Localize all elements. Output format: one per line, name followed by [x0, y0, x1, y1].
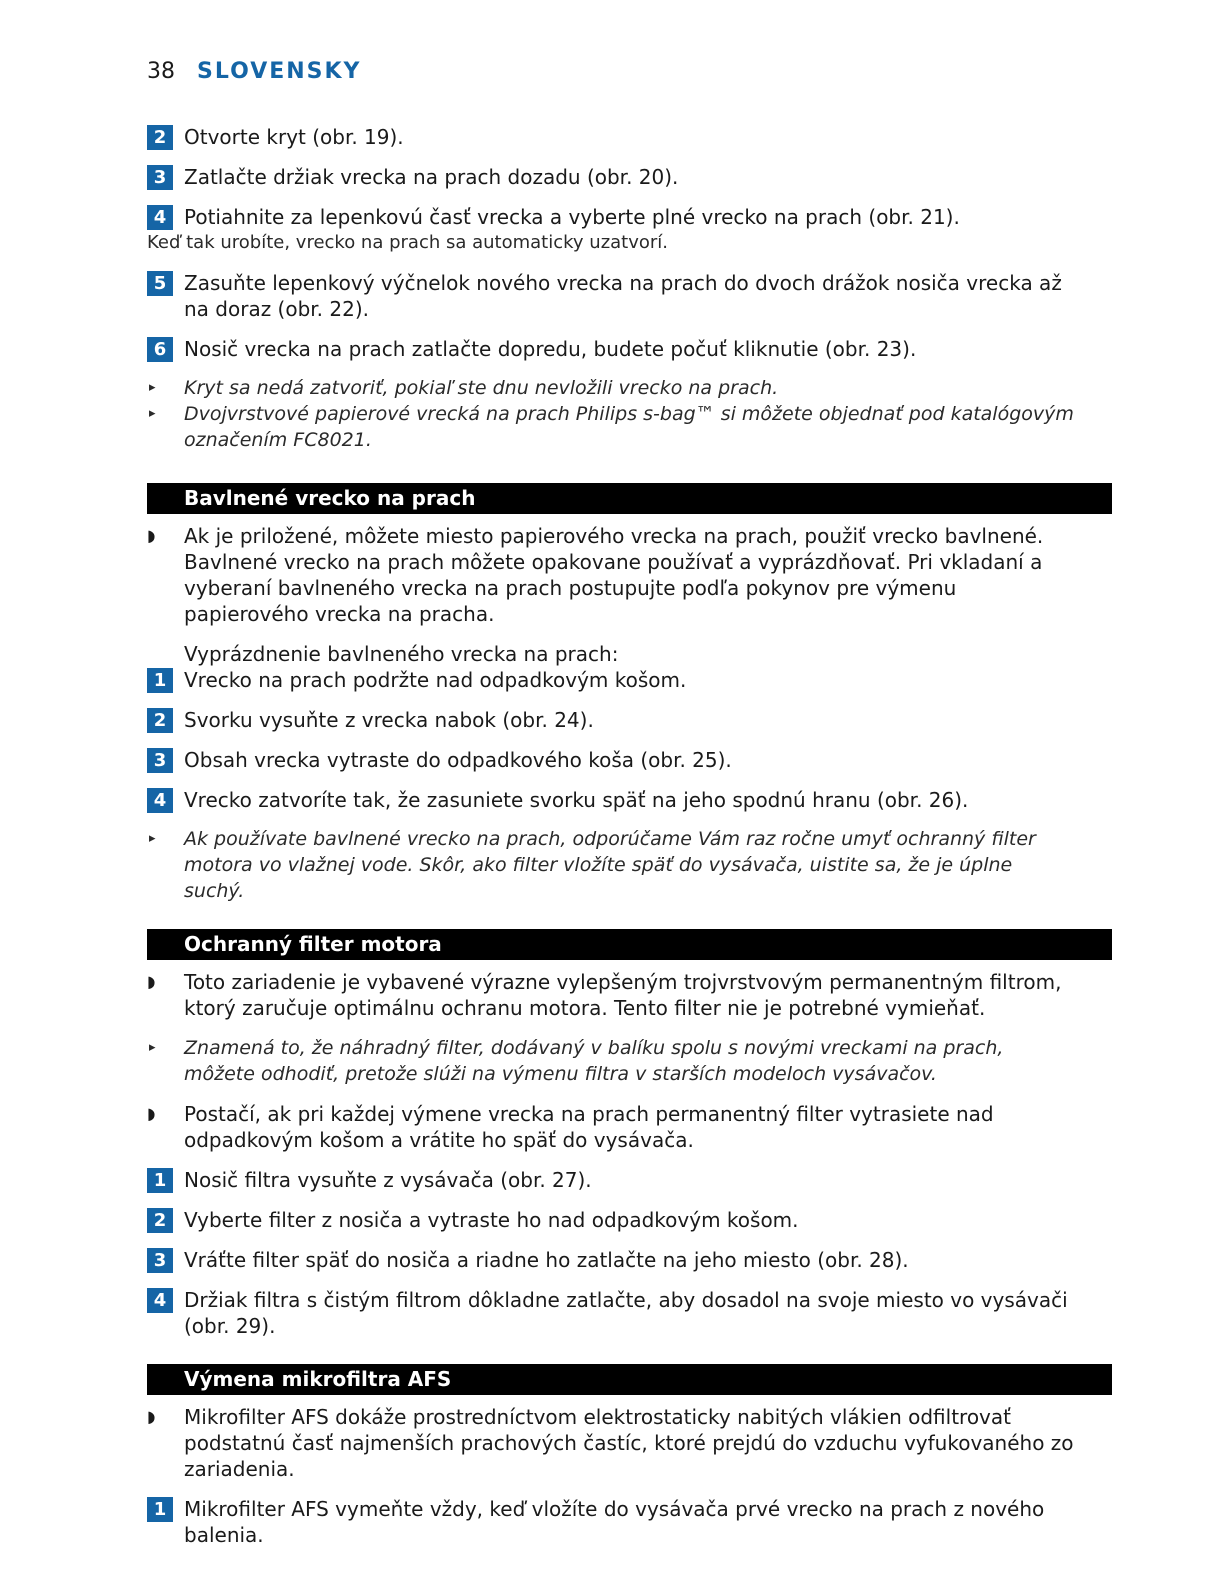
step-text: Potiahnite za lepenkovú časť vrecka a vyberte plné vrecko na prach (obr. 21).: [184, 205, 960, 229]
arrow-icon: ▸: [149, 1040, 156, 1055]
step-number: 1: [147, 668, 173, 693]
step-text: Držiak filtra s čistým filtrom dôkladne zatlačte, aby dosadol na svoje miesto vo vysávači (obr. 29).: [184, 1288, 1068, 1338]
step-item: [147, 1287, 1077, 1339]
bullet-icon: ◗: [147, 1104, 156, 1123]
step-item: [147, 667, 1077, 693]
arrow-icon: ▸: [149, 406, 156, 421]
step-text: Otvorte kryt (obr. 19).: [184, 125, 404, 149]
step-item: [147, 164, 1077, 190]
bullet-icon: ◗: [147, 526, 156, 545]
step-text: Mikrofilter AFS vymeňte vždy, keď vložíte do vysávača prvé vrecko na prach z nového balenia.: [184, 1497, 1045, 1547]
tip-item: [147, 401, 1077, 453]
step-text: Svorku vysuňte z vrecka nabok (obr. 24).: [184, 708, 594, 732]
step-number: 6: [147, 337, 173, 362]
step-item: [147, 204, 1077, 230]
step-number: 3: [147, 748, 173, 773]
step-text: Vyberte filter z nosiča a vytraste ho nad odpadkovým košom.: [184, 1208, 799, 1232]
step-number: 2: [147, 1208, 173, 1233]
page-number: 38: [147, 58, 175, 84]
step-text: Vrecko zatvoríte tak, že zasuniete svorku späť na jeho spodnú hranu (obr. 26).: [184, 788, 969, 812]
tip-text: Ak používate bavlnené vrecko na prach, odporúčame Vám raz ročne umyť ochranný filter motora vo vlažnej vode. Skôr, ako filter vložíte späť do vysávača, uistite sa, že je úplne suchý.: [184, 828, 1036, 902]
step-number: 2: [147, 125, 173, 150]
language-title: SLOVENSKY: [197, 58, 362, 84]
bullet-item: [147, 1101, 1077, 1153]
step-text: Zatlačte držiak vrecka na prach dozadu (obr. 20).: [184, 165, 679, 189]
bullet-item: [147, 1404, 1077, 1482]
step-item: [147, 1207, 1077, 1233]
arrow-icon: ▸: [149, 380, 156, 395]
step-text: Nosič vrecka na prach zatlačte dopredu, budete počuť kliknutie (obr. 23).: [184, 337, 917, 361]
step-item: [147, 270, 1077, 322]
step-number: 4: [147, 205, 173, 230]
step-text: Vráťte filter späť do nosiča a riadne ho zatlačte na jeho miesto (obr. 28).: [184, 1248, 909, 1272]
step-item: [147, 124, 1077, 150]
page-header: [147, 56, 361, 86]
step-item: [147, 1247, 1077, 1273]
arrow-icon: ▸: [149, 831, 156, 846]
step-number: 1: [147, 1168, 173, 1193]
bullet-text: Mikrofilter AFS dokáže prostredníctvom elektrostaticky nabitých vlákien odfiltrovať podstatnú časť najmenších prachových častíc, ktoré prejdú do vzduchu vyfukovaného zo zariadenia.: [184, 1405, 1074, 1481]
step-text: Nosič filtra vysuňte z vysávača (obr. 27).: [184, 1168, 592, 1192]
bullet-item: [147, 969, 1077, 1021]
section-heading: Bavlnené vrecko na prach: [147, 483, 1112, 514]
tip-item: [147, 375, 1077, 401]
step-number: 5: [147, 271, 173, 296]
step-number: 3: [147, 1248, 173, 1273]
tip-item: [147, 826, 1077, 904]
bullet-icon: ◗: [147, 972, 156, 991]
step-text: Zasuňte lepenkový výčnelok nového vrecka na prach do dvoch drážok nosiča vrecka až na doraz (obr. 22).: [184, 271, 1062, 321]
page-content: [147, 124, 1077, 1548]
subheading: Vyprázdnenie bavlneného vrecka na prach:: [184, 642, 619, 666]
bullet-text: Toto zariadenie je vybavené výrazne vylepšeným trojvrstvovým permanentným filtrom, ktorý zaručuje optimálnu ochranu motora. Tento filter nie je potrebné vymieňať.: [184, 970, 1062, 1020]
bullet-text: Postačí, ak pri každej výmene vrecka na prach permanentný filter vytrasiete nad odpadkovým košom a vrátite ho späť do vysávača.: [184, 1102, 994, 1152]
section-heading: Výmena mikrofiltra AFS: [147, 1364, 1112, 1395]
bullet-text: Ak je priložené, môžete miesto papierového vrecka na prach, použiť vrecko bavlnené. Bavlnené vrecko na prach môžete opakovane používať a vyprázdňovať. Pri vkladaní a vyberaní bavlneného vrecka na prach postupujte podľa pokynov pre výmenu papierového vrecka na pracha.: [184, 524, 1044, 626]
step-item: [147, 1167, 1077, 1193]
step-number: 4: [147, 788, 173, 813]
tip-text: Dvojvrstvové papierové vrecká na prach Philips s-bag™ si môžete objednať pod katalógovým označením FC8021.: [184, 403, 1074, 451]
step-text: Vrecko na prach podržte nad odpadkovým košom.: [184, 668, 687, 692]
step-number: 1: [147, 1497, 173, 1522]
step-number: 2: [147, 708, 173, 733]
bullet-icon: ◗: [147, 1407, 156, 1426]
step-note: Keď tak urobíte, vrecko na prach sa automaticky uzatvorí.: [147, 232, 669, 253]
step-item: [147, 787, 1077, 813]
tip-text: Kryt sa nedá zatvoriť, pokiaľ ste dnu nevložili vrecko na prach.: [184, 377, 779, 399]
step-item: [147, 707, 1077, 733]
tip-item: [147, 1035, 1077, 1087]
tip-text: Znamená to, že náhradný filter, dodávaný v balíku spolu s novými vreckami na prach, môžete odhodiť, pretože slúži na výmenu filtra v starších modeloch vysávačov.: [184, 1037, 1004, 1085]
bullet-item: [147, 523, 1077, 627]
step-item: [147, 1496, 1077, 1548]
step-item: [147, 336, 1077, 362]
step-number: 4: [147, 1288, 173, 1313]
section-heading: Ochranný filter motora: [147, 929, 1112, 960]
step-item: [147, 747, 1077, 773]
step-text: Obsah vrecka vytraste do odpadkového koša (obr. 25).: [184, 748, 732, 772]
step-number: 3: [147, 165, 173, 190]
